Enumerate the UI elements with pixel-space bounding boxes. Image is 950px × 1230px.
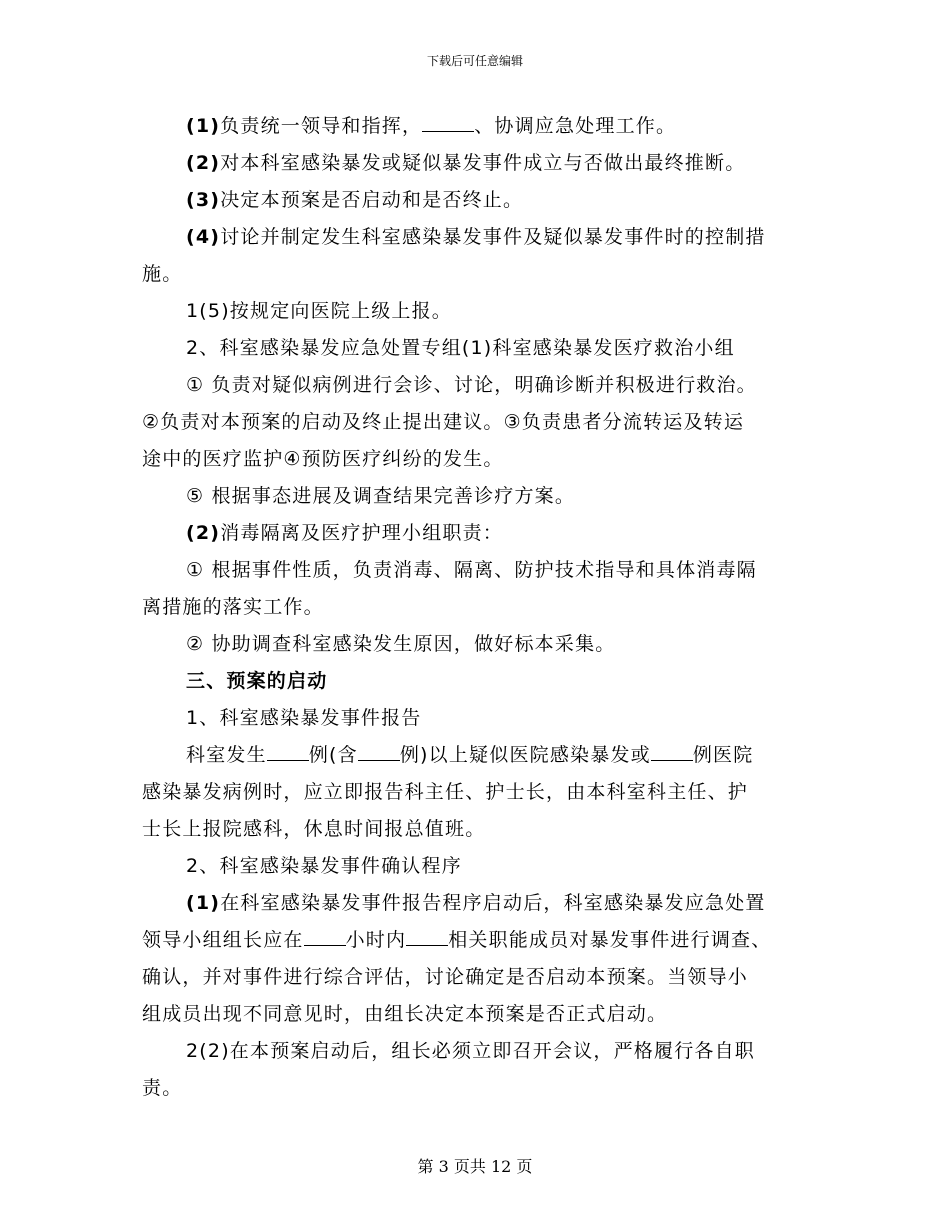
text: 消毒隔离及医疗护理小组职责：: [220, 522, 503, 544]
item-number: (3): [186, 189, 221, 211]
paragraph: [142, 108, 806, 145]
page-footer: 第 3 页共 12 页: [417, 1157, 533, 1176]
text: 、协调应急处理工作。: [474, 115, 677, 137]
paragraph: [142, 737, 806, 774]
paragraph: 途中的医疗监护④预防医疗纠纷的发生。: [142, 448, 504, 470]
page-header: 下载后可任意编辑: [426, 54, 523, 68]
text: 相关职能成员对暴发事件进行调查、: [448, 929, 772, 951]
text: 例(含: [308, 744, 358, 766]
text: 例医院: [692, 744, 754, 766]
item-number: (4): [186, 226, 221, 248]
paragraph: ② 协助调查科室感染发生原因，做好标本采集。: [186, 633, 616, 655]
text: 讨论并制定发生科室感染暴发事件及疑似暴发事件时的控制措: [220, 226, 766, 248]
text: 对本科室感染暴发或疑似暴发事件成立与否做出最终推断。: [220, 152, 746, 174]
item-number: (1): [186, 115, 221, 137]
item-number: (1): [186, 892, 221, 914]
paragraph: 2、科室感染暴发事件确认程序: [186, 855, 462, 877]
item-number: (2): [186, 152, 221, 174]
paragraph: [142, 885, 806, 922]
text: 在科室感染暴发事件报告程序启动后，科室感染暴发应急处置: [220, 892, 766, 914]
paragraph: 士长上报院感科，休息时间报总值班。: [142, 818, 486, 840]
section-heading: 三、预案的启动: [186, 670, 328, 692]
paragraph: ②负责对本预案的启动及终止提出建议。③负责患者分流转运及转运: [142, 411, 745, 433]
paragraph: 2(2)在本预案启动后，组长必须立即召开会议，严格履行各自职: [186, 1040, 756, 1062]
paragraph: [142, 145, 806, 182]
item-number: (2): [186, 522, 221, 544]
paragraph: 离措施的落实工作。: [142, 596, 324, 618]
text: 科室发生: [186, 744, 267, 766]
paragraph: [142, 219, 806, 256]
fill-blank: [358, 742, 400, 761]
text: 决定本预案是否启动和是否终止。: [220, 189, 524, 211]
paragraph: 感染暴发病例时，应立即报告科主任、护士长，由本科室科主任、护: [142, 781, 749, 803]
text: 例)以上疑似医院感染暴发或: [399, 744, 651, 766]
fill-blank: [422, 113, 474, 132]
paragraph: [142, 182, 806, 219]
paragraph: [142, 515, 806, 552]
document-body: [142, 108, 806, 1107]
text: 领导小组组长应在: [142, 929, 304, 951]
text: 负责统一领导和指挥，: [220, 115, 423, 137]
paragraph: 2、科室感染暴发应急处置专组(1)科室感染暴发医疗救治小组: [186, 337, 735, 359]
paragraph: 组成员出现不同意见时，由组长决定本预案是否正式启动。: [142, 1003, 668, 1025]
paragraph: ⑤ 根据事态进展及调查结果完善诊疗方案。: [186, 485, 576, 507]
paragraph: ① 负责对疑似病例进行会诊、讨论，明确诊断并积极进行救治。: [186, 374, 757, 396]
fill-blank: [406, 927, 448, 946]
paragraph: 施。: [142, 263, 183, 285]
fill-blank: [651, 742, 693, 761]
paragraph: 1(5)按规定向医院上级上报。: [186, 300, 453, 322]
fill-blank: [267, 742, 309, 761]
paragraph: 确认，并对事件进行综合评估，讨论确定是否启动本预案。当领导小: [142, 966, 749, 988]
text: 小时内: [345, 929, 407, 951]
paragraph: ① 根据事件性质，负责消毒、隔离、防护技术指导和具体消毒隔: [186, 559, 757, 581]
fill-blank: [304, 927, 346, 946]
paragraph: [142, 922, 806, 959]
paragraph: 1、科室感染暴发事件报告: [186, 707, 422, 729]
paragraph: 责。: [142, 1077, 183, 1099]
